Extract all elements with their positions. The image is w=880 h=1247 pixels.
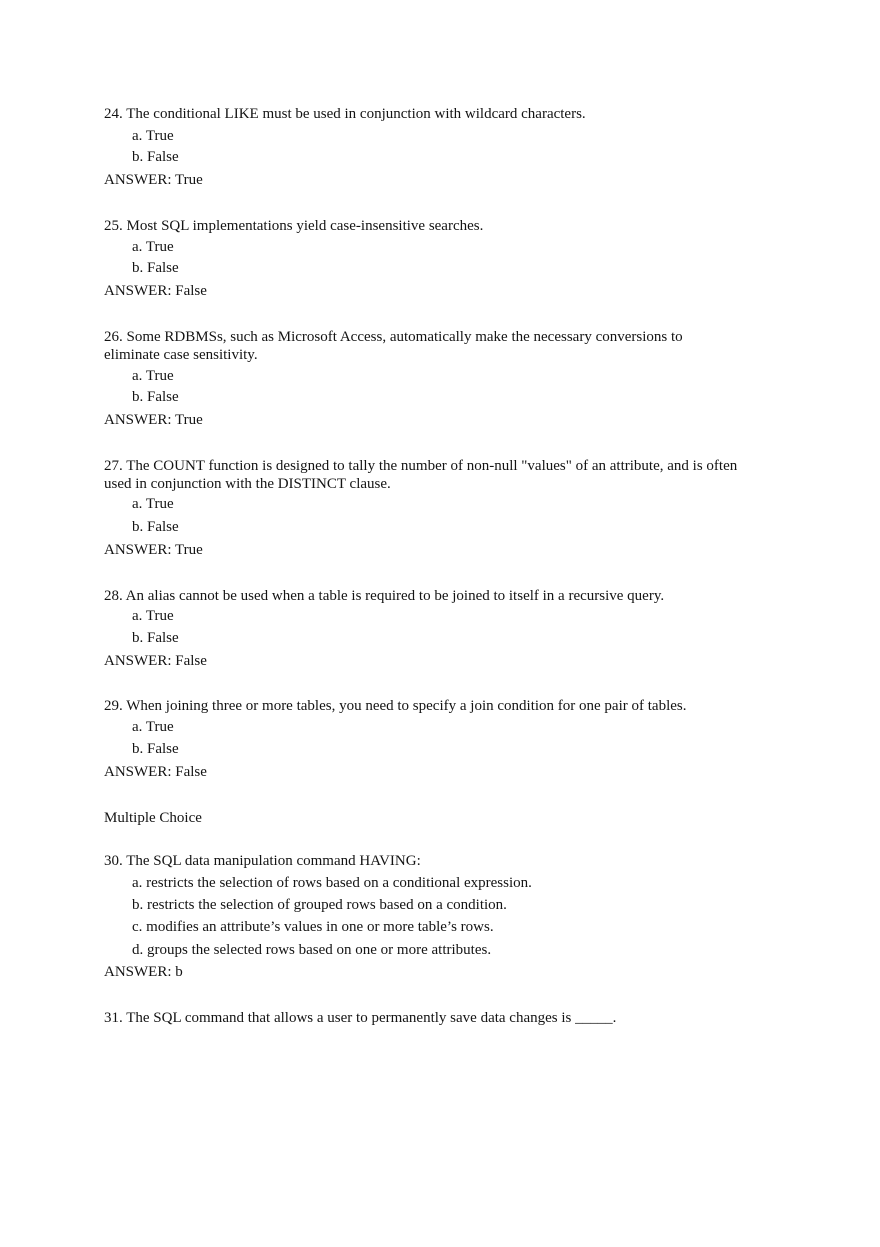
question-24-option-b: b. False [132,149,179,165]
question-30-option-a: a. restricts the selection of rows based on a conditional expression. [132,875,532,891]
question-29-option-a: a. True [132,719,174,735]
question-24-stem: 24. The conditional LIKE must be used in conjunction with wildcard characters. [104,106,586,122]
question-27-option-a: a. True [132,496,174,512]
question-30-answer: ANSWER: b [104,964,183,980]
question-29-answer: ANSWER: False [104,764,207,780]
question-31-stem: 31. The SQL command that allows a user to permanently save data changes is _____. [104,1010,617,1026]
question-26-option-a: a. True [132,368,174,384]
question-28-answer: ANSWER: False [104,653,207,669]
question-27-stem-line-1: 27. The COUNT function is designed to tally the number of non-null "values" of an attribute, and is often [104,458,738,474]
question-30-option-b: b. restricts the selection of grouped rows based on a condition. [132,897,507,913]
question-26-answer: ANSWER: True [104,412,203,428]
question-30-option-d: d. groups the selected rows based on one or more attributes. [132,942,492,958]
question-30-stem: 30. The SQL data manipulation command HAVING: [104,853,421,869]
question-26-option-b: b. False [132,389,179,405]
question-26-stem-line-1: 26. Some RDBMSs, such as Microsoft Access, automatically make the necessary conversions to [104,329,683,345]
question-30-option-c: c. modifies an attribute’s values in one or more table’s rows. [132,919,494,935]
question-24-option-a: a. True [132,128,174,144]
question-27-option-b: b. False [132,519,179,535]
question-29-stem: 29. When joining three or more tables, you need to specify a join condition for one pair of tables. [104,698,687,714]
section-heading: Multiple Choice [104,810,202,826]
question-25-answer: ANSWER: False [104,283,207,299]
question-25-option-a: a. True [132,239,174,255]
question-29-option-b: b. False [132,741,179,757]
question-26-stem-line-2: eliminate case sensitivity. [104,347,258,363]
question-25-stem: 25. Most SQL implementations yield case-insensitive searches. [104,218,484,234]
question-27-stem-line-2: used in conjunction with the DISTINCT clause. [104,476,391,492]
question-28-option-b: b. False [132,630,179,646]
question-28-option-a: a. True [132,608,174,624]
question-25-option-b: b. False [132,260,179,276]
question-28-stem: 28. An alias cannot be used when a table is required to be joined to itself in a recursive query. [104,588,665,604]
question-24-answer: ANSWER: True [104,172,203,188]
question-27-answer: ANSWER: True [104,542,203,558]
